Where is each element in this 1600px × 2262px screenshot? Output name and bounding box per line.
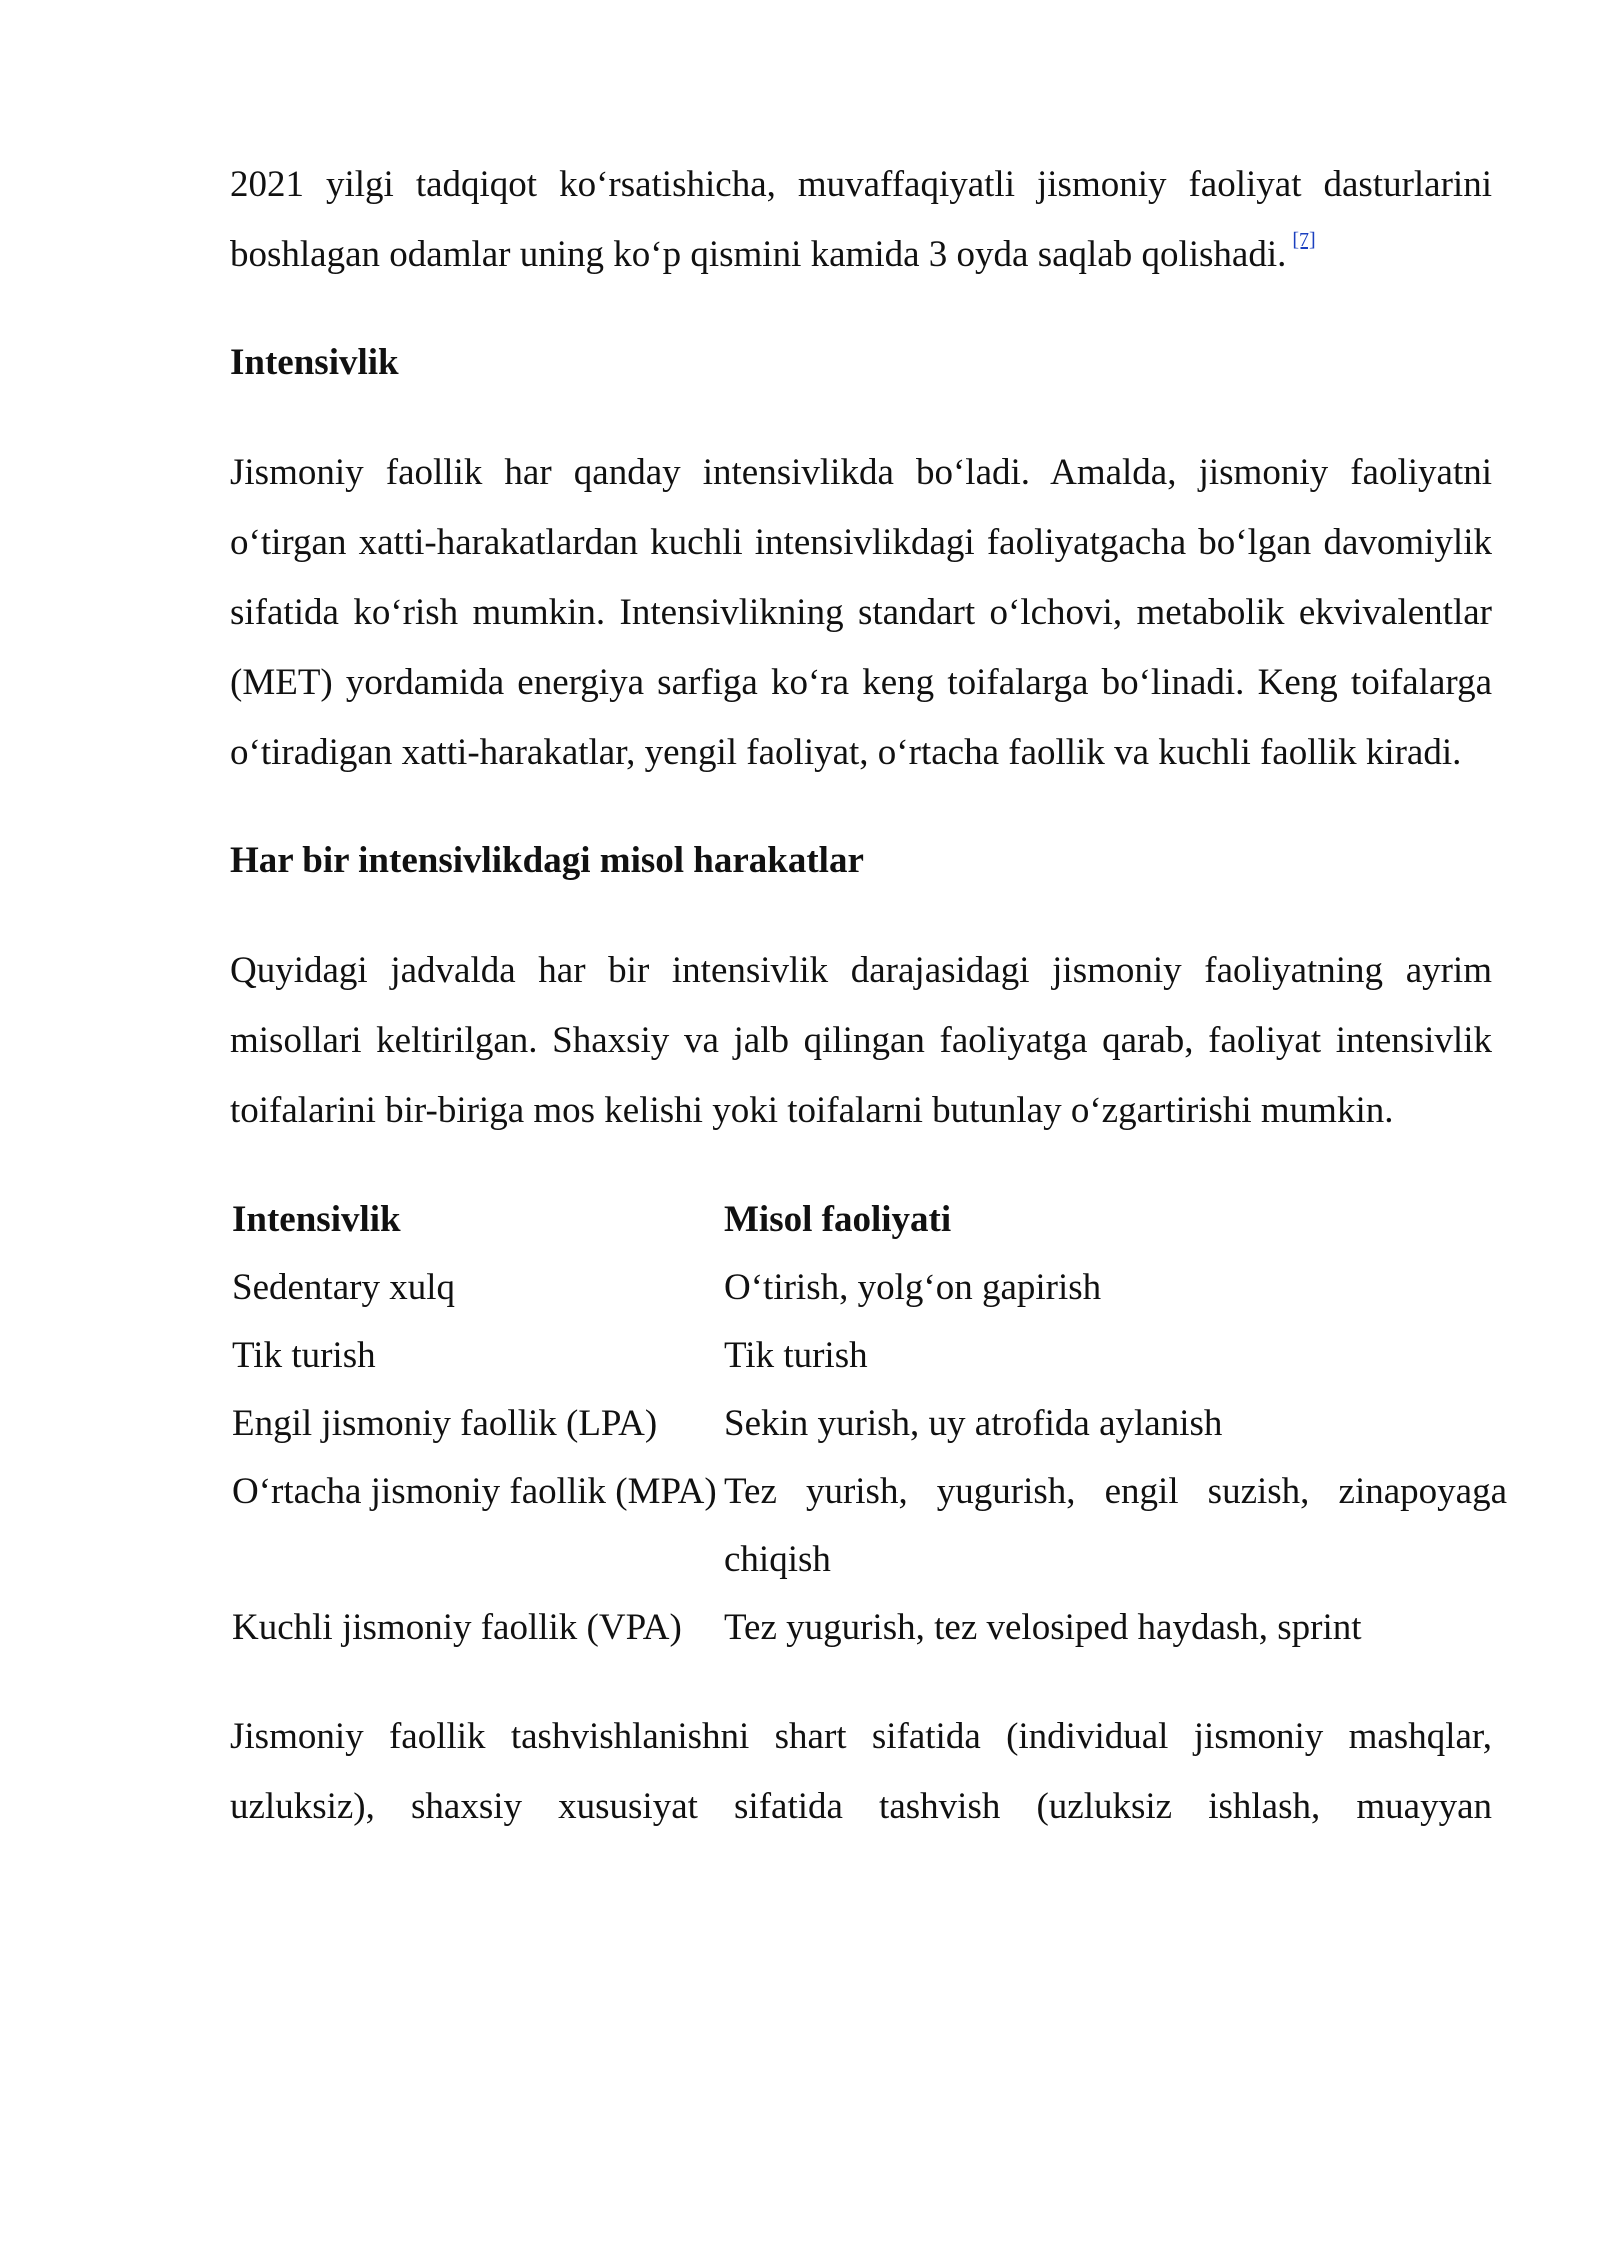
table-row	[232, 1390, 1507, 1458]
table-cell-example: Tik turish	[724, 1335, 868, 1376]
table-header-row	[232, 1186, 1507, 1254]
paragraph-table-intro: Quyidagi jadvalda har bir intensivlik darajasidagi jismoniy faoliyatning ayrim misollari keltirilgan. Shaxsiy va jalb qilingan faoliyatga qarab, faoliyat intensivlik toifalarini bir-biriga mos kelishi yoki toifalarni butunlay o‘zgartirishi mumkin.	[230, 950, 1492, 1131]
table-cell-intensity: Engil jismoniy faollik (LPA)	[232, 1403, 658, 1444]
table-cell-intensity: O‘rtacha jismoniy faollik (MPA)	[232, 1471, 717, 1512]
section-heading-examples: Har bir intensivlikdagi misol harakatlar	[230, 840, 864, 881]
paragraph-anxiety: Jismoniy faollik tashvishlanishni shart sifatida (individual jismoniy mashqlar, uzluksiz), shaxsiy xususiyat sifatida tashvish (uzluksiz ishlash, muayyan	[230, 1716, 1492, 1827]
intensity-table	[232, 1186, 1507, 1662]
table-cell-example: Sekin yurish, uy atrofida aylanish	[724, 1403, 1223, 1444]
paragraph-study	[230, 150, 1492, 290]
table-cell-intensity: Tik turish	[232, 1335, 376, 1376]
table-row	[232, 1254, 1507, 1322]
table-cell-example: Tez yugurish, tez velosiped haydash, sprint	[724, 1607, 1362, 1648]
table-header-intensity: Intensivlik	[232, 1199, 401, 1240]
table-row	[232, 1594, 1507, 1662]
table-row	[232, 1458, 1507, 1594]
paragraph-intensity: Jismoniy faollik har qanday intensivlikda bo‘ladi. Amalda, jismoniy faoliyatni o‘tirgan xatti-harakatlardan kuchli intensivlikdagi faoliyatgacha bo‘lgan davomiylik sifatida ko‘rish mumkin. Intensivlikning standart o‘lchovi, metabolik ekvivalentlar (MET) yordamida energiya sarfiga ko‘ra keng toifalarga bo‘linadi. Keng toifalarga o‘tiradigan xatti-harakatlar, yengil faoliyat, o‘rtacha faollik va kuchli faollik kiradi.	[230, 452, 1492, 773]
paragraph-study-text: 2021 yilgi tadqiqot ko‘rsatishicha, muvaffaqiyatli jismoniy faoliyat dasturlarini boshlagan odamlar uning ko‘p qismini kamida 3 oyda saqlab qolishadi.	[230, 164, 1492, 275]
table-row	[232, 1322, 1507, 1390]
citation-link[interactable]: [7]	[1292, 229, 1316, 251]
table-cell-example: Tez yurish, yugurish, engil suzish, zinapoyaga chiqish	[724, 1471, 1507, 1580]
section-heading-intensity: Intensivlik	[230, 342, 399, 383]
table-header-example: Misol faoliyati	[724, 1199, 952, 1240]
table-cell-intensity: Kuchli jismoniy faollik (VPA)	[232, 1607, 682, 1648]
table-cell-example: O‘tirish, yolg‘on gapirish	[724, 1267, 1102, 1308]
document-page	[230, 150, 1507, 1842]
table-cell-intensity: Sedentary xulq	[232, 1267, 455, 1308]
